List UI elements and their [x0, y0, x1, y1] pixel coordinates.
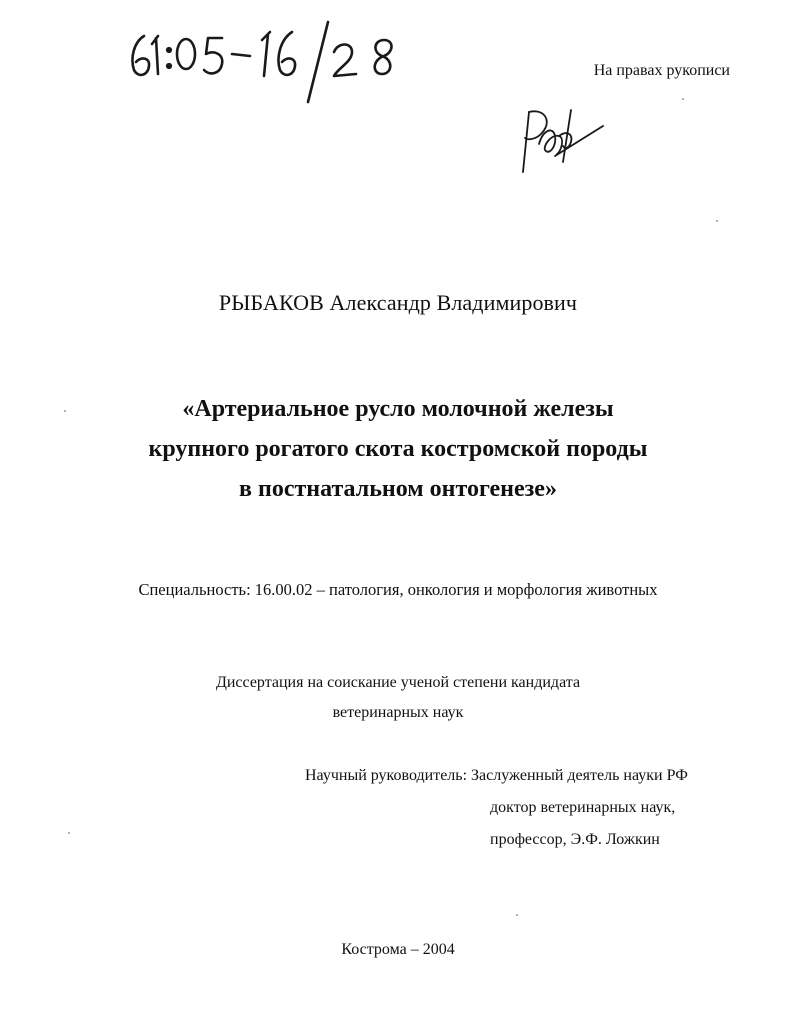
- dissertation-title: [0, 389, 796, 509]
- title-line-1: «Артериальное русло молочной железы: [182, 396, 614, 422]
- scan-speck: [716, 220, 718, 222]
- scan-speck: [682, 98, 684, 100]
- supervisor-name: профессор, Э.Ф. Ложкин: [490, 831, 660, 848]
- signature-mark: [515, 100, 610, 180]
- degree-statement: [0, 668, 796, 728]
- supervisor-degree: доктор ветеринарных наук,: [490, 799, 676, 816]
- supervisor-label: Научный руководитель:: [305, 767, 468, 784]
- rights-note: На правах рукописи: [593, 62, 730, 79]
- handwritten-archive-number: [122, 14, 422, 104]
- author-name: РЫБАКОВ Александр Владимирович: [218, 290, 578, 315]
- degree-line-2: ветеринарных наук: [332, 704, 464, 721]
- city-year: Кострома – 2004: [341, 941, 455, 958]
- supervisor-title: Заслуженный деятель науки РФ: [471, 767, 688, 784]
- supervisor-block: [305, 760, 688, 856]
- scan-speck: [516, 914, 518, 916]
- degree-line-1: Диссертация на соискание ученой степени кандидата: [215, 674, 581, 691]
- scan-speck: [68, 832, 70, 834]
- title-line-3: в постнатальном онтогенезе»: [239, 476, 557, 502]
- title-line-2: крупного рогатого скота костромской породы: [148, 436, 648, 462]
- specialty-line: Специальность: 16.00.02 – патология, онкология и морфология животных: [138, 580, 658, 599]
- supervisor-row-1: [305, 760, 688, 792]
